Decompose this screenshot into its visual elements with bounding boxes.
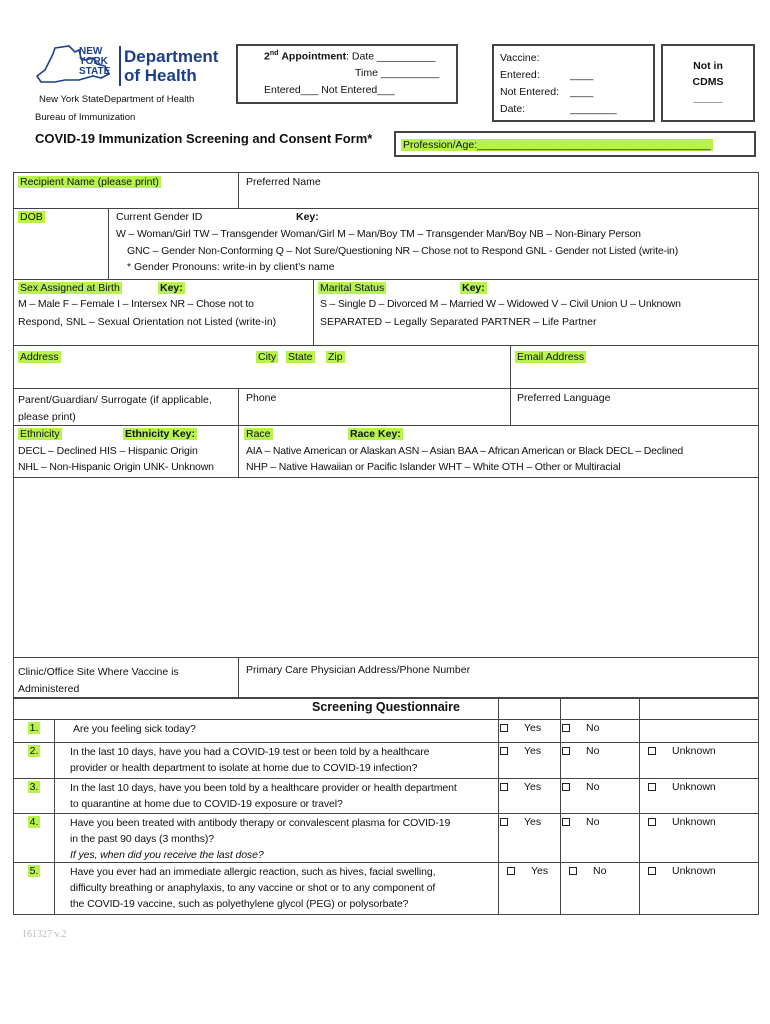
vaccine-date-line[interactable]: ________ — [570, 103, 617, 115]
clinic-site-field[interactable] — [18, 664, 179, 698]
vaccine-entered-label: Entered: — [500, 69, 540, 81]
question-text-line: provider or health department to isolate at home due to COVID-19 infection? — [70, 762, 418, 774]
race-key-line1: AIA – Native American or Alaskan ASN – Asian BAA – African American or Black DECL – Declined — [246, 445, 684, 457]
question-number — [26, 781, 42, 793]
unknown-option[interactable] — [648, 865, 716, 878]
question-text — [70, 815, 450, 863]
bureau-name: Bureau of Immunization — [35, 112, 136, 123]
question-number-label: 5. — [29, 865, 39, 877]
not-in-cdms-line1: Not in — [693, 60, 723, 72]
question-number-label: 4. — [29, 816, 39, 828]
appointment-number: 2 — [264, 50, 270, 63]
logo-text-of-health: of Health — [124, 66, 197, 85]
checkbox-icon[interactable] — [500, 783, 508, 791]
guardian-field[interactable] — [18, 392, 212, 426]
no-option-label: No — [593, 865, 607, 877]
question-number-label: 3. — [29, 781, 39, 793]
no-option[interactable] — [562, 745, 599, 758]
ethnicity-key-label: Ethnicity Key: — [125, 428, 196, 440]
state-field[interactable]: State — [288, 351, 313, 363]
no-option[interactable] — [562, 816, 599, 829]
city-field[interactable]: City — [258, 351, 277, 363]
vaccine-date-label: Date: — [500, 103, 526, 115]
preferred-name-field[interactable]: Preferred Name — [246, 176, 321, 188]
checkbox-icon[interactable] — [648, 783, 656, 791]
checkbox-icon[interactable] — [500, 747, 508, 755]
unknown-option-label: Unknown — [672, 781, 716, 793]
unknown-option[interactable] — [648, 745, 716, 758]
question-text — [70, 864, 435, 912]
yes-option[interactable] — [500, 816, 541, 829]
yes-option-label: Yes — [524, 722, 542, 734]
department-name: New York StateDepartment of Health — [39, 94, 195, 105]
logo-text-department: Department — [124, 47, 219, 66]
guardian-label-line2: please print) — [18, 411, 76, 423]
question-text-line: Are you feeling sick today? — [73, 723, 196, 735]
yes-option[interactable] — [500, 722, 541, 735]
ethnicity-field[interactable]: Ethnicity — [20, 428, 60, 440]
no-option[interactable] — [569, 865, 606, 878]
marital-key-label: Key: — [462, 282, 485, 294]
logo-text-york: YORK — [79, 56, 108, 67]
nys-doh-logo — [35, 44, 220, 94]
question-text-line: Have you ever had an immediate allergic reaction, such as hives, facial swelling, — [70, 866, 436, 878]
guardian-label-line1: Parent/Guardian/ Surrogate (if applicable, — [18, 394, 212, 406]
question-text — [73, 721, 196, 737]
no-option-label: No — [586, 745, 600, 757]
yes-option-label: Yes — [524, 745, 542, 757]
question-text-line: in the past 90 days (3 months)? — [70, 833, 214, 845]
form-title: COVID-19 Immunization Screening and Consent Form* — [35, 131, 373, 146]
logo-text-state: STATE — [79, 66, 111, 77]
gender-pronouns-note: * Gender Pronouns: write-in by client’s name — [127, 261, 335, 273]
question-text-line: the COVID-19 vaccine, such as polyethylene glycol (PEG) or polysorbate? — [70, 898, 409, 910]
race-key-line2: NHP – Native Hawaiian or Pacific Islander WHT – White OTH – Other or Multiracial — [246, 461, 621, 473]
question-number — [26, 745, 42, 757]
logo-text-new: NEW — [79, 46, 103, 57]
question-number-label: 2. — [29, 745, 39, 757]
zip-field[interactable]: Zip — [328, 351, 343, 363]
question-text-line: In the last 10 days, have you been told by a healthcare provider or health department — [70, 782, 457, 794]
unknown-option[interactable] — [648, 816, 716, 829]
vaccine-not-entered-line[interactable]: ____ — [570, 86, 594, 98]
unknown-option-label: Unknown — [672, 745, 716, 757]
yes-option[interactable] — [500, 745, 541, 758]
no-option[interactable] — [562, 722, 599, 735]
appointment-number-suffix: nd — [269, 50, 279, 57]
question-text-line: In the last 10 days, have you had a COVID-19 test or been told by a healthcare — [70, 746, 430, 758]
checkbox-icon[interactable] — [500, 724, 508, 732]
checkbox-icon[interactable] — [500, 818, 508, 826]
yes-option-label: Yes — [531, 865, 549, 877]
checkbox-icon[interactable] — [562, 724, 570, 732]
screening-title: Screening Questionnaire — [312, 700, 460, 714]
unknown-option-label: Unknown — [672, 865, 716, 877]
checkbox-icon[interactable] — [562, 818, 570, 826]
gender-key-line1: W – Woman/Girl TW – Transgender Woman/Girl M – Man/Boy TM – Transgender Man/Boy NB – Non-Binary Person — [116, 228, 641, 240]
address-field[interactable]: Address — [20, 351, 59, 363]
question-text — [70, 744, 429, 776]
email-field[interactable]: Email Address — [517, 351, 585, 363]
question-number-label: 1. — [29, 722, 39, 734]
vaccine-label: Vaccine: — [500, 52, 540, 64]
vaccine-entered-line[interactable]: ____ — [570, 69, 594, 81]
yes-option[interactable] — [507, 865, 548, 878]
vaccine-not-entered-label: Not Entered: — [500, 86, 559, 98]
clinic-site-line2: Administered — [18, 683, 80, 695]
unknown-option[interactable] — [648, 781, 716, 794]
profession-box — [394, 131, 756, 157]
checkbox-icon[interactable] — [648, 867, 656, 875]
form-version-code: 161327 v.2 — [22, 929, 67, 940]
question-text-line: If yes, when did you receive the last dose? — [70, 849, 264, 861]
physician-field[interactable]: Primary Care Physician Address/Phone Number — [246, 664, 471, 676]
ethnicity-key-line2: NHL – Non-Hispanic Origin UNK- Unknown — [18, 461, 214, 473]
profession-field[interactable]: Profession/Age:________________________________________ — [403, 139, 711, 151]
marital-key-line2: SEPARATED – Legally Separated PARTNER – Life Partner — [320, 316, 597, 328]
yes-option-label: Yes — [524, 816, 542, 828]
sex-key-line1: M – Male F – Female I – Intersex NR – Chose not to — [18, 298, 254, 310]
question-number — [26, 865, 42, 877]
race-field[interactable]: Race — [246, 428, 271, 440]
gender-key-line2: GNC – Gender Non-Conforming Q – Not Sure/Questioning NR – Chose not to Respond GNL - Gender not Listed (write-in) — [127, 245, 679, 257]
appointment-date[interactable]: : Date __________ — [346, 50, 436, 63]
sex-assigned-field[interactable]: Sex Assigned at Birth — [20, 282, 120, 294]
marital-key-line1: S – Single D – Divorced M – Married W – Widowed V – Civil Union U – Unknown — [320, 298, 681, 310]
appointment-box — [236, 44, 458, 104]
not-in-cdms-line3[interactable]: _____ — [693, 92, 723, 104]
checkbox-icon[interactable] — [648, 818, 656, 826]
no-option-label: No — [586, 722, 600, 734]
checkbox-icon[interactable] — [562, 783, 570, 791]
question-number — [26, 816, 42, 828]
appointment-entered[interactable]: Entered___ Not Entered___ — [264, 84, 395, 96]
appointment-time[interactable]: Time __________ — [355, 67, 440, 79]
gender-id-label[interactable]: Current Gender ID — [116, 211, 203, 223]
dob-field[interactable]: DOB — [20, 211, 43, 223]
yes-option-label: Yes — [524, 781, 542, 793]
no-option-label: No — [586, 816, 600, 828]
checkbox-icon[interactable] — [507, 867, 515, 875]
appointment-label: Appointment — [281, 50, 347, 63]
not-in-cdms-box — [661, 44, 755, 122]
sex-key-label: Key: — [160, 282, 183, 294]
yes-option[interactable] — [500, 781, 541, 794]
unknown-option-label: Unknown — [672, 816, 716, 828]
question-number — [26, 722, 42, 734]
ethnicity-key-line1: DECL – Declined HIS – Hispanic Origin — [18, 445, 198, 457]
no-option-label: No — [586, 781, 600, 793]
race-key-label: Race Key: — [350, 428, 401, 440]
marital-status-field[interactable]: Marital Status — [320, 282, 385, 294]
gender-key-label: Key: — [296, 211, 319, 223]
checkbox-icon[interactable] — [562, 747, 570, 755]
no-option[interactable] — [562, 781, 599, 794]
clinic-site-line1: Clinic/Office Site Where Vaccine is — [18, 666, 179, 678]
vaccine-box — [492, 44, 655, 122]
sex-key-line2: Respond, SNL – Sexual Orientation not Listed (write-in) — [18, 316, 277, 328]
question-text-line: to quarantine at home due to COVID-19 exposure or travel? — [70, 798, 343, 810]
recipient-name-field[interactable]: Recipient Name (please print) — [20, 176, 159, 188]
not-in-cdms-line2: CDMS — [692, 76, 724, 88]
checkbox-icon[interactable] — [648, 747, 656, 755]
preferred-language-field[interactable]: Preferred Language — [517, 392, 611, 404]
question-text-line: difficulty breathing or anaphylaxis, to any vaccine or shot or to any component of — [70, 882, 436, 894]
checkbox-icon[interactable] — [569, 867, 577, 875]
phone-field[interactable]: Phone — [246, 392, 277, 404]
question-text-line: Have you been treated with antibody therapy or convalescent plasma for COVID-19 — [70, 817, 451, 829]
question-text — [70, 780, 457, 812]
